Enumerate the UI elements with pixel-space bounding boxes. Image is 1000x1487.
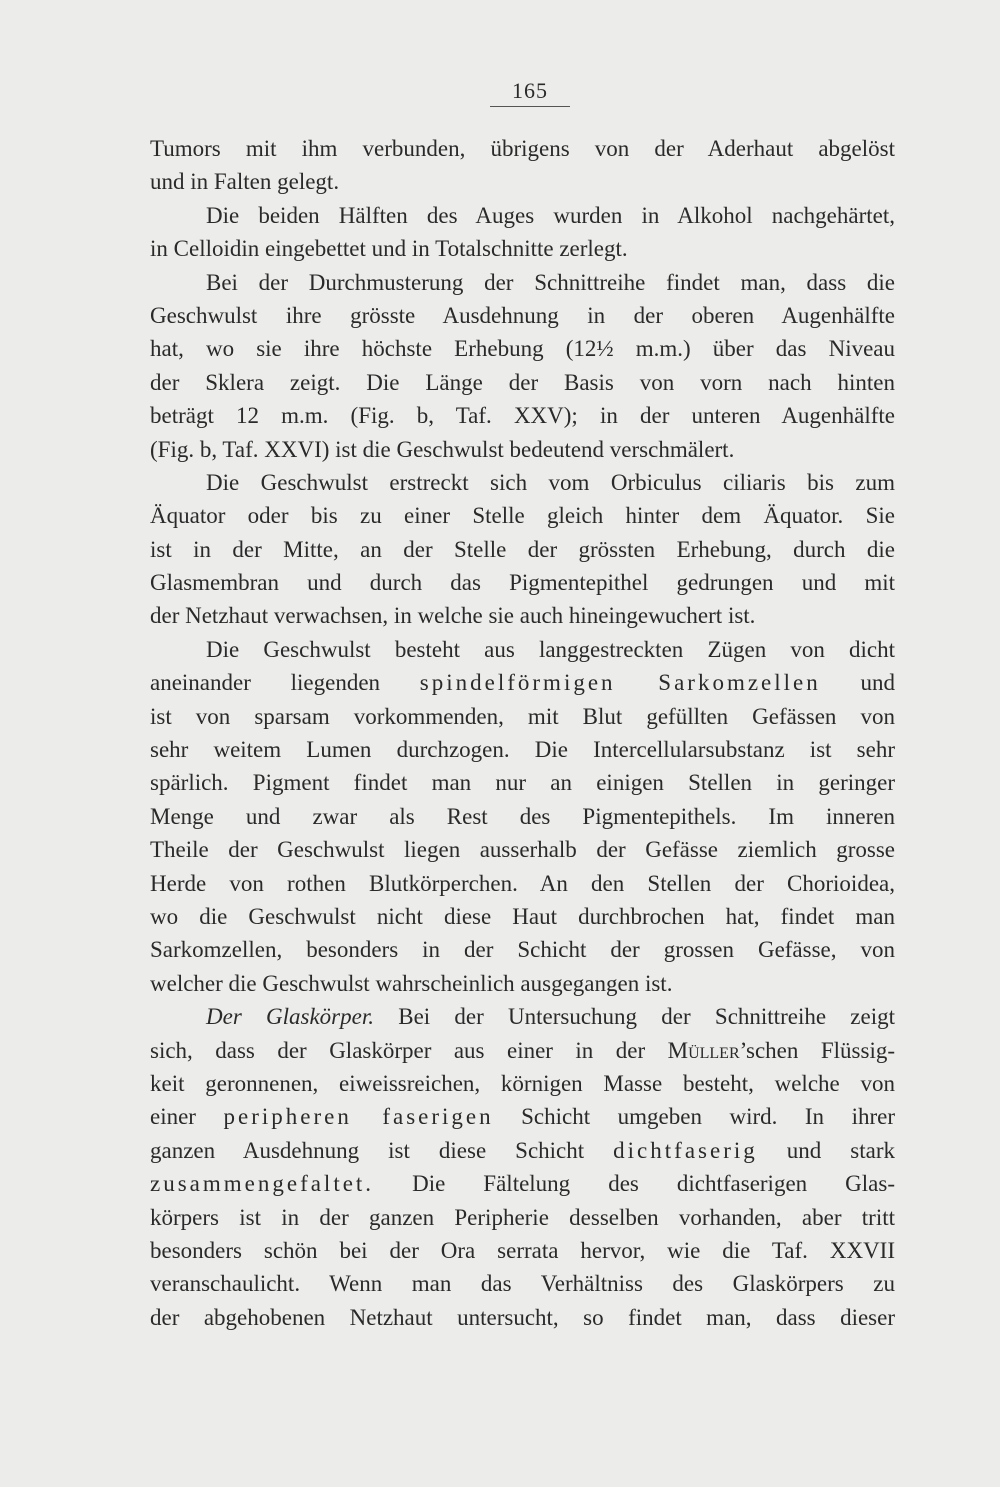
- text-line: sehr weitem Lumen durchzogen. Die Intercellularsubstanz ist sehr: [150, 737, 895, 763]
- styled-text: Der Glaskörper.: [206, 1004, 374, 1030]
- styled-text: Müller: [667, 1037, 740, 1063]
- text-segment: und stark: [757, 1137, 895, 1163]
- text-segment: Schicht umgeben wird. In ihrer: [493, 1104, 895, 1130]
- text-line: [150, 1167, 895, 1200]
- text-line: und in Falten gelegt.: [150, 169, 340, 195]
- styled-text: zusammengefaltet.: [150, 1171, 375, 1197]
- text-line: in Celloidin eingebettet und in Totalschnitte zerlegt.: [150, 236, 628, 262]
- text-line: Die beiden Hälften des Auges wurden in Alkohol nachgehärtet,: [206, 202, 895, 228]
- text-line: spärlich. Pigment findet man nur an einigen Stellen in geringer: [150, 770, 895, 796]
- text-line: körpers ist in der ganzen Peripherie desselben vorhanden, aber tritt: [150, 1204, 895, 1230]
- text-line: ist von sparsam vorkommenden, mit Blut gefüllten Gefässen von: [150, 703, 895, 729]
- text-line: Sarkomzellen, besonders in der Schicht der grossen Gefässe, von: [150, 937, 895, 963]
- text-segment: sich, dass der Glaskörper aus einer in der: [150, 1037, 668, 1063]
- text-line: Bei der Durchmusterung der Schnittreihe findet man, dass die: [206, 269, 895, 295]
- body-text: [150, 132, 895, 1334]
- text-line: hat, wo sie ihre höchste Erhebung (12½ m.m.) über das Niveau: [150, 336, 895, 362]
- styled-text: spindelförmigen Sarkomzellen: [419, 670, 821, 696]
- text-segment: ganzen Ausdehnung ist diese Schicht: [150, 1137, 614, 1163]
- text-line: der Netzhaut verwachsen, in welche sie auch hineingewuchert ist.: [150, 603, 756, 629]
- text-line: der abgehobenen Netzhaut untersucht, so findet man, dass dieser: [150, 1304, 895, 1330]
- text-line: veranschaulicht. Wenn man das Verhältniss des Glaskörpers zu: [150, 1271, 895, 1297]
- text-line: beträgt 12 m.m. (Fig. b, Taf. XXV); in der unteren Augenhälfte: [150, 403, 895, 429]
- text-line: [150, 1100, 895, 1133]
- text-line: ist in der Mitte, an der Stelle der grössten Erhebung, durch die: [150, 536, 895, 562]
- text-line: Tumors mit ihm verbunden, übrigens von der Aderhaut abgelöst: [150, 136, 895, 161]
- text-line: [150, 1134, 895, 1167]
- text-segment: und: [820, 670, 895, 696]
- text-line: [150, 666, 895, 699]
- text-line: [150, 1000, 895, 1033]
- text-line: der Sklera zeigt. Die Länge der Basis von vorn nach hinten: [150, 369, 895, 395]
- page-number: 165: [512, 78, 548, 103]
- text-line: Die Geschwulst erstreckt sich vom Orbiculus ciliaris bis zum: [206, 469, 895, 495]
- text-segment: Bei der Untersuchung der Schnittreihe zeigt: [373, 1004, 895, 1030]
- styled-text: peripheren faserigen: [223, 1104, 494, 1130]
- text-line: besonders schön bei der Ora serrata hervor, wie die Taf. XXVII: [150, 1237, 895, 1263]
- text-line: Theile der Geschwulst liegen ausserhalb der Gefässe ziemlich grosse: [150, 837, 895, 863]
- text-line: Menge und zwar als Rest des Pigmentepithels. Im inneren: [150, 803, 895, 829]
- text-line: [150, 1034, 895, 1067]
- text-line: keit geronnenen, eiweissreichen, körnigen Masse besteht, welche von: [150, 1070, 895, 1096]
- text-line: welcher die Geschwulst wahrscheinlich ausgegangen ist.: [150, 970, 673, 996]
- text-line: Herde von rothen Blutkörperchen. An den Stellen der Chorioidea,: [150, 870, 895, 896]
- text-line: Geschwulst ihre grösste Ausdehnung in der oberen Augenhälfte: [150, 302, 895, 328]
- text-segment: aneinander liegenden: [150, 670, 420, 696]
- text-line: Die Geschwulst besteht aus langgestreckten Zügen von dicht: [206, 636, 895, 662]
- text-segment: ’schen Flüssig-: [739, 1037, 895, 1063]
- page-number-rule: [490, 106, 570, 107]
- text-line: Äquator oder bis zu einer Stelle gleich hinter dem Äquator. Sie: [150, 503, 895, 529]
- text-segment: einer: [150, 1104, 224, 1130]
- text-line: wo die Geschwulst nicht diese Haut durchbrochen hat, findet man: [150, 903, 895, 929]
- text-line: Glasmembran und durch das Pigmentepithel gedrungen und mit: [150, 570, 895, 596]
- text-segment: Die Fältelung des dichtfaserigen Glas-: [374, 1171, 895, 1197]
- text-line: (Fig. b, Taf. XXVI) ist die Geschwulst bedeutend verschmälert.: [150, 436, 735, 462]
- styled-text: dichtfaserig: [613, 1137, 758, 1163]
